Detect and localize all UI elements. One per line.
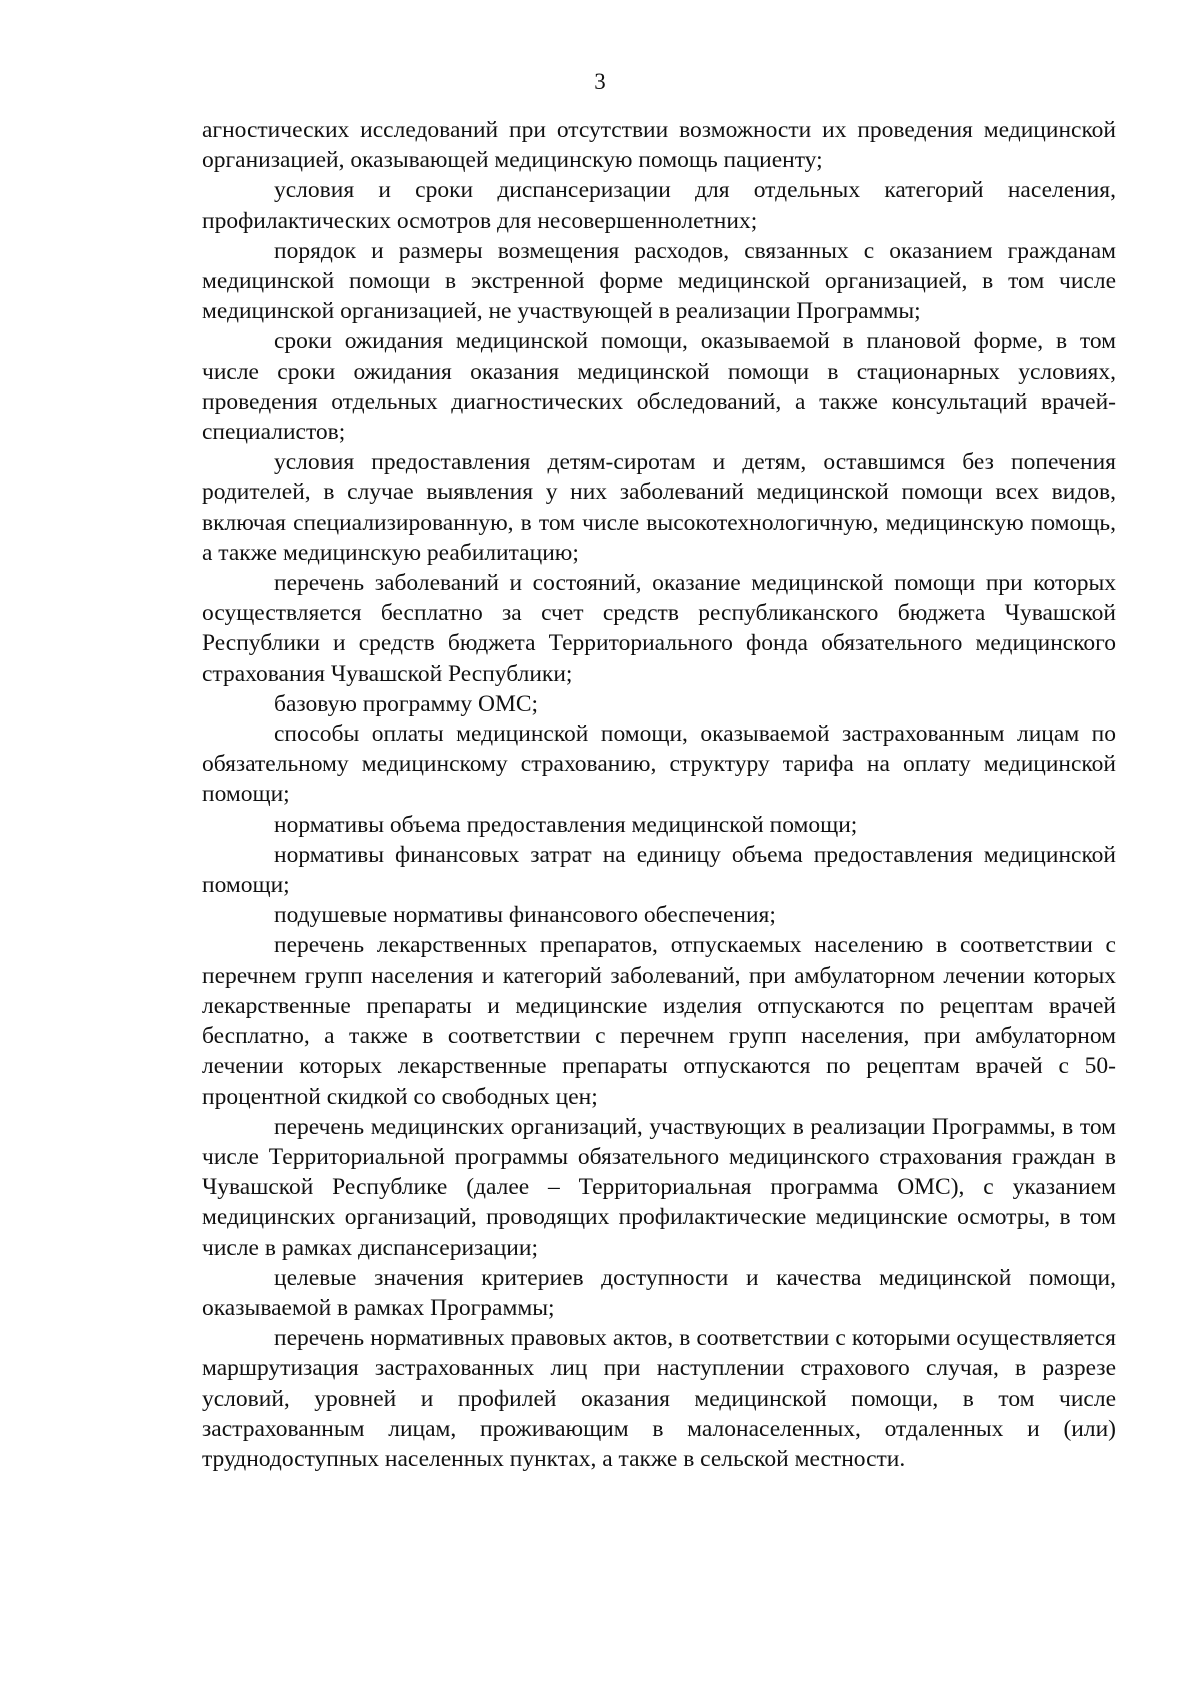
paragraph: базовую программу ОМС; bbox=[274, 690, 539, 717]
paragraph: подушевые нормативы финансового обеспечения; bbox=[274, 902, 776, 929]
paragraph: перечень заболеваний и состояний, оказание медицинской помощи при которых осуществляется бесплатно за счет средств республиканского бюджета Чувашской Республики и средств бюджета Территориального фонда обязательного медицинского страхования Чувашской Республики; bbox=[202, 570, 1116, 687]
paragraph: условия и сроки диспансеризации для отдельных категорий населения, профилактических осмотров для несовершеннолетних; bbox=[202, 177, 1116, 234]
paragraph: порядок и размеры возмещения расходов, связанных с оказанием гражданам медицинской помощи в экстренной форме медицинской организацией, в том числе медицинской организацией, не участвующей в реализации Программы; bbox=[202, 237, 1116, 325]
paragraph: нормативы объема предоставления медицинской помощи; bbox=[274, 811, 858, 838]
page-number: 3 bbox=[594, 69, 606, 94]
paragraph: перечень нормативных правовых актов, в соответствии с которыми осуществляется маршрутизация застрахованных лиц при наступлении страхового случая, в разрезе условий, уровней и профилей оказания медицинской помощи, в том числе застрахованным лицам, проживающим в малонаселенных, отдаленных и (или) труднодоступных населенных пунктах, а также в сельской местности. bbox=[202, 1325, 1116, 1472]
paragraph: нормативы финансовых затрат на единицу объема предоставления медицинской помощи; bbox=[202, 841, 1116, 899]
document-body bbox=[202, 115, 1116, 1474]
paragraph: перечень медицинских организаций, участвующих в реализации Программы, в том числе Территориальной программы обязательного медицинского страхования граждан в Чувашской Республике (далее – Территориальная программа ОМС), с указанием медицинских организаций, проводящих профилактические медицинские осмотры, в том числе в рамках диспансеризации; bbox=[202, 1113, 1116, 1261]
paragraph: способы оплаты медицинской помощи, оказываемой застрахованным лицам по обязательному медицинскому страхованию, структуру тарифа на оплату медицинской помощи; bbox=[202, 721, 1116, 808]
paragraph: перечень лекарственных препаратов, отпускаемых населению в соответствии с перечнем групп населения и категорий заболеваний, при амбулаторном лечении которых лекарственные препараты и медицинские изделия отпускаются по рецептам врачей бесплатно, а также в соответствии с перечнем групп населения, при амбулаторном лечении которых лекарственные препараты отпускаются по рецептам врачей с 50-процентной скидкой со свободных цен; bbox=[202, 932, 1116, 1110]
paragraph: условия предоставления детям-сиротам и детям, оставшимся без попечения родителей, в случае выявления у них заболеваний медицинской помощи всех видов, включая специализированную, в том числе высокотехнологичную, медицинскую помощь, а также медицинскую реабилитацию; bbox=[202, 449, 1116, 566]
paragraph: целевые значения критериев доступности и качества медицинской помощи, оказываемой в рамках Программы; bbox=[202, 1264, 1116, 1321]
paragraph: сроки ожидания медицинской помощи, оказываемой в плановой форме, в том числе сроки ожидания оказания медицинской помощи в стационарных условиях, проведения отдельных диагностических обследований, а также консультаций врачей-специалистов; bbox=[202, 328, 1116, 446]
paragraph: агностических исследований при отсутствии возможности их проведения медицинской организацией, оказывающей медицинскую помощь пациенту; bbox=[202, 117, 1116, 174]
